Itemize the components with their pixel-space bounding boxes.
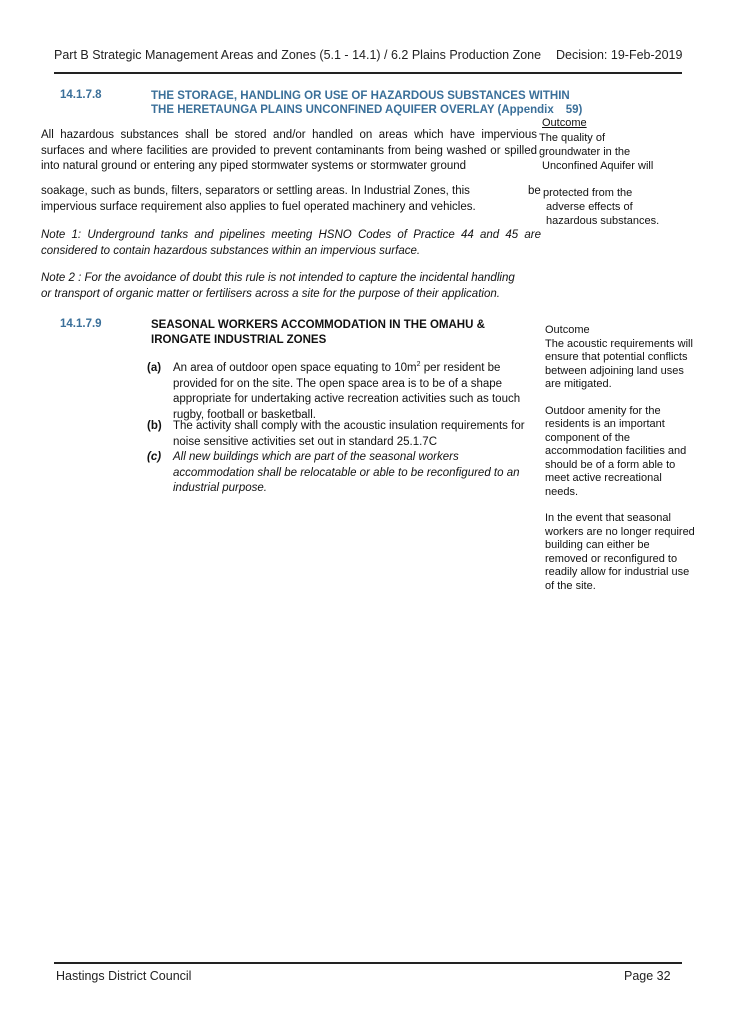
item-b-text: The activity shall comply with the acoustic insulation requirements for noise sensitive activities set out in standard 25.1.7C — [173, 420, 525, 448]
section-1-body-line: into natural ground or entering any piped stormwater systems or stormwater ground — [41, 160, 467, 172]
section-1-body-line-5: impervious surface requirement also applies to fuel operated machinery and vehicles. — [41, 201, 476, 213]
section-2-outcome-paragraph: The acoustic requirements will ensure that potential conflicts between adjoining land uses are mitigated. — [545, 337, 693, 390]
section-1-body-line: surfaces and where facilities are provided to prevent contaminants from being washed or spilled — [41, 144, 537, 157]
footer-page-number: Page 32 — [624, 969, 671, 983]
section-1-title-line-2 — [151, 103, 582, 117]
section-1-body-line-4-end: be — [528, 185, 541, 197]
section-1-body-line: All hazardous substances shall be stored and/or handled on areas which have impervious — [41, 129, 537, 141]
note-1-line: considered to contain hazardous substances within an impervious surface. — [41, 244, 421, 257]
section-1-number: 14.1.7.8 — [60, 89, 102, 101]
section-1-outcome-line: The quality of — [539, 132, 606, 144]
footer-council: Hastings District Council — [56, 969, 192, 983]
section-2-title-line-2: IRONGATE INDUSTRIAL ZONES — [151, 334, 327, 346]
section-2-outcome — [545, 324, 695, 593]
section-1-appendix-ref: 59) — [565, 104, 583, 116]
section-2-outcome-paragraph: In the event that seasonal workers are no longer required building can either be removed or reconfigured to readily allow for industrial use of the site. — [545, 512, 695, 592]
item-b-label: (b) — [147, 420, 162, 432]
section-1-outcome-line: hazardous substances. — [546, 215, 660, 227]
section-1-note-2 — [41, 271, 541, 302]
section-1-outcome-line: Unconfined Aquifer will — [542, 160, 654, 172]
item-a-text — [173, 361, 530, 423]
item-c-label: (c) — [147, 451, 162, 463]
item-a-label: (a) — [147, 362, 162, 374]
note-2-line: Note 2 : For the avoidance of doubt this rule is not intended to capture the incidental handling — [41, 272, 515, 284]
section-1-outcome-line: groundwater in the — [539, 146, 631, 158]
header-rule — [54, 72, 682, 74]
section-1-outcome-line: adverse effects of — [546, 201, 633, 213]
header-decision: Decision: 19-Feb-2019 — [556, 48, 683, 62]
section-2-title-line-1: SEASONAL WORKERS ACCOMMODATION IN THE OMAHU & — [151, 319, 485, 331]
footer-rule — [54, 962, 682, 964]
section-1-outcome-heading: Outcome — [542, 117, 587, 129]
section-2-outcome-heading: Outcome — [545, 324, 590, 336]
note-2-line: or transport of organic matter or fertilisers across a site for the purpose of their application. — [41, 287, 500, 300]
item-c-text: All new buildings which are part of the seasonal workers accommodation shall be relocatable or able to be reconfigured to an industrial purpose. — [173, 451, 520, 494]
section-2-number: 14.1.7.9 — [60, 318, 102, 330]
section-2-outcome-paragraph: Outdoor amenity for the residents is an important component of the accommodation facilities and should be of a form able to meet active recreational needs. — [545, 404, 687, 498]
section-1-outcome-line: protected from the — [543, 187, 633, 199]
note-1-line: Note 1: Underground tanks and pipelines meeting HSNO Codes of Practice 44 and 45 are — [41, 229, 541, 241]
section-1-title-line-1: THE STORAGE, HANDLING OR USE OF HAZARDOUS SUBSTANCES WITHIN — [151, 90, 570, 102]
section-1-note-1 — [41, 228, 541, 259]
item-a-text-pre: An area of outdoor open space equating to 10m — [173, 362, 417, 374]
item-a-text-post: per resident be provided for on the site. The open space area is to be of a shape appropriate for undertaking active recreation activities such as touch rugby, football or basketball. — [173, 362, 521, 421]
section-1-body-line-4: soakage, such as bunds, filters, separators or settling areas. In Industrial Zones, this — [41, 185, 470, 197]
section-1-body — [41, 128, 537, 175]
section-1-title-text: THE HERETAUNGA PLAINS UNCONFINED AQUIFER OVERLAY (Appendix — [151, 104, 554, 116]
header-title: Part B Strategic Management Areas and Zones (5.1 - 14.1) / 6.2 Plains Production Zone — [54, 48, 542, 62]
superscript-2: 2 — [416, 361, 421, 369]
